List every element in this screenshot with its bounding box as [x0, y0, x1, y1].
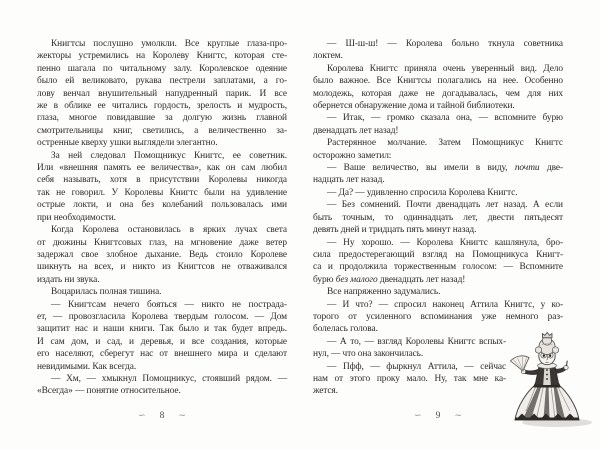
text-line: — Ну хорошо. — Королева Книгтс кашлянула, бро- — [327, 237, 563, 248]
text-line: девять дней и тридцать пять минут назад. — [313, 225, 477, 236]
text-line: при необходимости. — [37, 212, 116, 223]
text-line: Или «внешняя память ее величества», как он сам любил — [37, 163, 287, 174]
text-line: осторожно заметил: — [313, 150, 392, 161]
text-line: Книгтсы послушно умолкли. Все круглые глаза-про- — [51, 39, 287, 49]
text-line: — Книгтсам нечего бояться — никто не пострада- — [51, 299, 287, 310]
text-line: бурю без малого двенадцать лет назад! — [313, 274, 466, 285]
text-line: защитит нас и наши книги. Так было и так будет впредь. — [37, 324, 287, 335]
text-line: — Пфф, — фыркнул Аттила, — сейчас — [327, 361, 506, 372]
text-line: от дюжины Книгтсовых глаз, на мгновение даже ветер — [37, 237, 287, 248]
text-line: Воцарилась полная тишина. — [51, 287, 162, 298]
text-line: нам от этого проку мало. Ну, так мне ка- — [313, 373, 506, 384]
text-line: было ей великовато, рукава пестрели заплатами, а го- — [37, 76, 287, 87]
page-text — [37, 38, 287, 398]
text-line: — Ваше величество, вы имели в виду, почти две- — [327, 163, 563, 174]
bodice — [535, 363, 559, 385]
text-line: же в облике ее читались гордость, зрелость и мудрость, — [37, 101, 287, 112]
text-line: «Всегда» — понятие относительное. — [37, 386, 181, 397]
text-line: невидимыми. Как всегда. — [37, 361, 137, 372]
text-line: молодежь, которая даже не догадывалась, чем для них — [313, 88, 563, 99]
page-number: 8 — [159, 411, 165, 421]
text-line: было важное. Все Книгтсы полагались на нее. Особенно — [313, 76, 563, 87]
queen-illustration — [505, 331, 593, 429]
text-line: острые локти, и она без колебаний пользовалась ими — [37, 200, 287, 211]
text-line: Когда Королева остановилась в ярких лучах света — [51, 225, 287, 236]
text-line: шикнуть на всех, и никто из Книгтсов не отваживался — [37, 262, 287, 273]
text-line: За ней следовал Помощникус Книгтс, ее советник. — [51, 150, 287, 161]
text-line: Растерянное молчание. Затем Помощникус Книгтс — [327, 138, 563, 149]
text-line: издать ни звука. — [37, 274, 100, 285]
text-line: глаза, многое повидавшие за долгую жизнь главной — [37, 113, 287, 124]
text-line: — Да? — удивленно спросила Королева Книгтс. — [327, 187, 518, 198]
text-line: задержал свое злобное дыхание. Ведь стоило Королеве — [37, 249, 287, 260]
text-line: себя называть, хотя в присутствии Королевы никогда — [37, 175, 287, 186]
text-line: — И что? — спросил наконец Аттила Книгтс, у ко- — [327, 299, 563, 310]
text-line: сила предостерегающий взгляд на Помощникуса Книгт- — [313, 249, 563, 260]
text-line: смотрительницы книг, светились, а величественно за- — [37, 125, 287, 136]
page-number: 9 — [435, 411, 441, 421]
text-line: жется. — [313, 386, 338, 397]
crown-icon — [542, 332, 552, 337]
text-line: надцать лет назад. — [313, 175, 385, 186]
text-line: Королева Книгтс приняла очень уверенный вид. Дело — [327, 63, 563, 74]
text-line: жекторы устремились на Королеву Книгтс, которая сте- — [37, 51, 287, 62]
fan — [511, 356, 530, 371]
text-line: ет, — провозгласила Королева твердым голосом. — Дом — [37, 311, 287, 322]
wig — [535, 336, 558, 355]
text-line: — Без сомнений. Почти двенадцать лет назад. А если — [327, 200, 563, 211]
text-line: обернется обнаружение дома и тайной библиотеки. — [313, 101, 515, 112]
text-line: пенно шагала по читальному залу. Королевское одеяние — [37, 63, 287, 74]
footer-ornament-right-icon: ∼ — [178, 410, 186, 420]
text-line: так не говорил. У Королевы Книгтс были на удивление — [37, 187, 287, 198]
text-line: — Ш-ш-ш! — Королева больно ткнула советника — [327, 39, 563, 49]
text-line: локтем. — [313, 51, 343, 62]
text-line: лову венчал внушительный напудренный парик. И все — [37, 88, 287, 99]
page-left — [37, 38, 287, 398]
text-line: торого от усиленного вспоминания уже немного раз- — [313, 311, 563, 322]
text-line: Все напряженно задумались. — [327, 287, 441, 298]
text-line: болелась голова. — [313, 324, 378, 335]
text-line: И сам дом, и сад, и деревья, и все создания, которые — [37, 336, 287, 347]
text-line: остренные кверху ушки выглядели элегантно. — [37, 138, 218, 149]
text-line: са и продолжила торжественным голосом: — Вспомните — [313, 262, 563, 273]
page-footer-left — [37, 409, 287, 422]
text-line: быть точным, то одиннадцать лет, двести пятьдесят — [313, 212, 563, 223]
footer-ornament-right-icon: ∼ — [454, 410, 462, 420]
footer-ornament-left-icon: ∽ — [138, 410, 146, 420]
text-line: — Хм, — хмыкнул Помощникус, стоявший рядом. — — [51, 373, 287, 384]
skirt — [515, 384, 579, 421]
text-line: двенадцать лет назад! — [313, 125, 399, 136]
text-line: — А то, — взгляд Королевы Книгтс вспых- — [327, 336, 506, 347]
text-line: его населяют, сберегут нас от внешнего мира и сделают — [37, 349, 287, 360]
text-line: нул, — что она закончилась. — [313, 349, 424, 360]
footer-ornament-left-icon: ∽ — [414, 410, 422, 420]
text-line: — Итак, — громко сказала она, — вспомните бурю — [327, 113, 563, 124]
